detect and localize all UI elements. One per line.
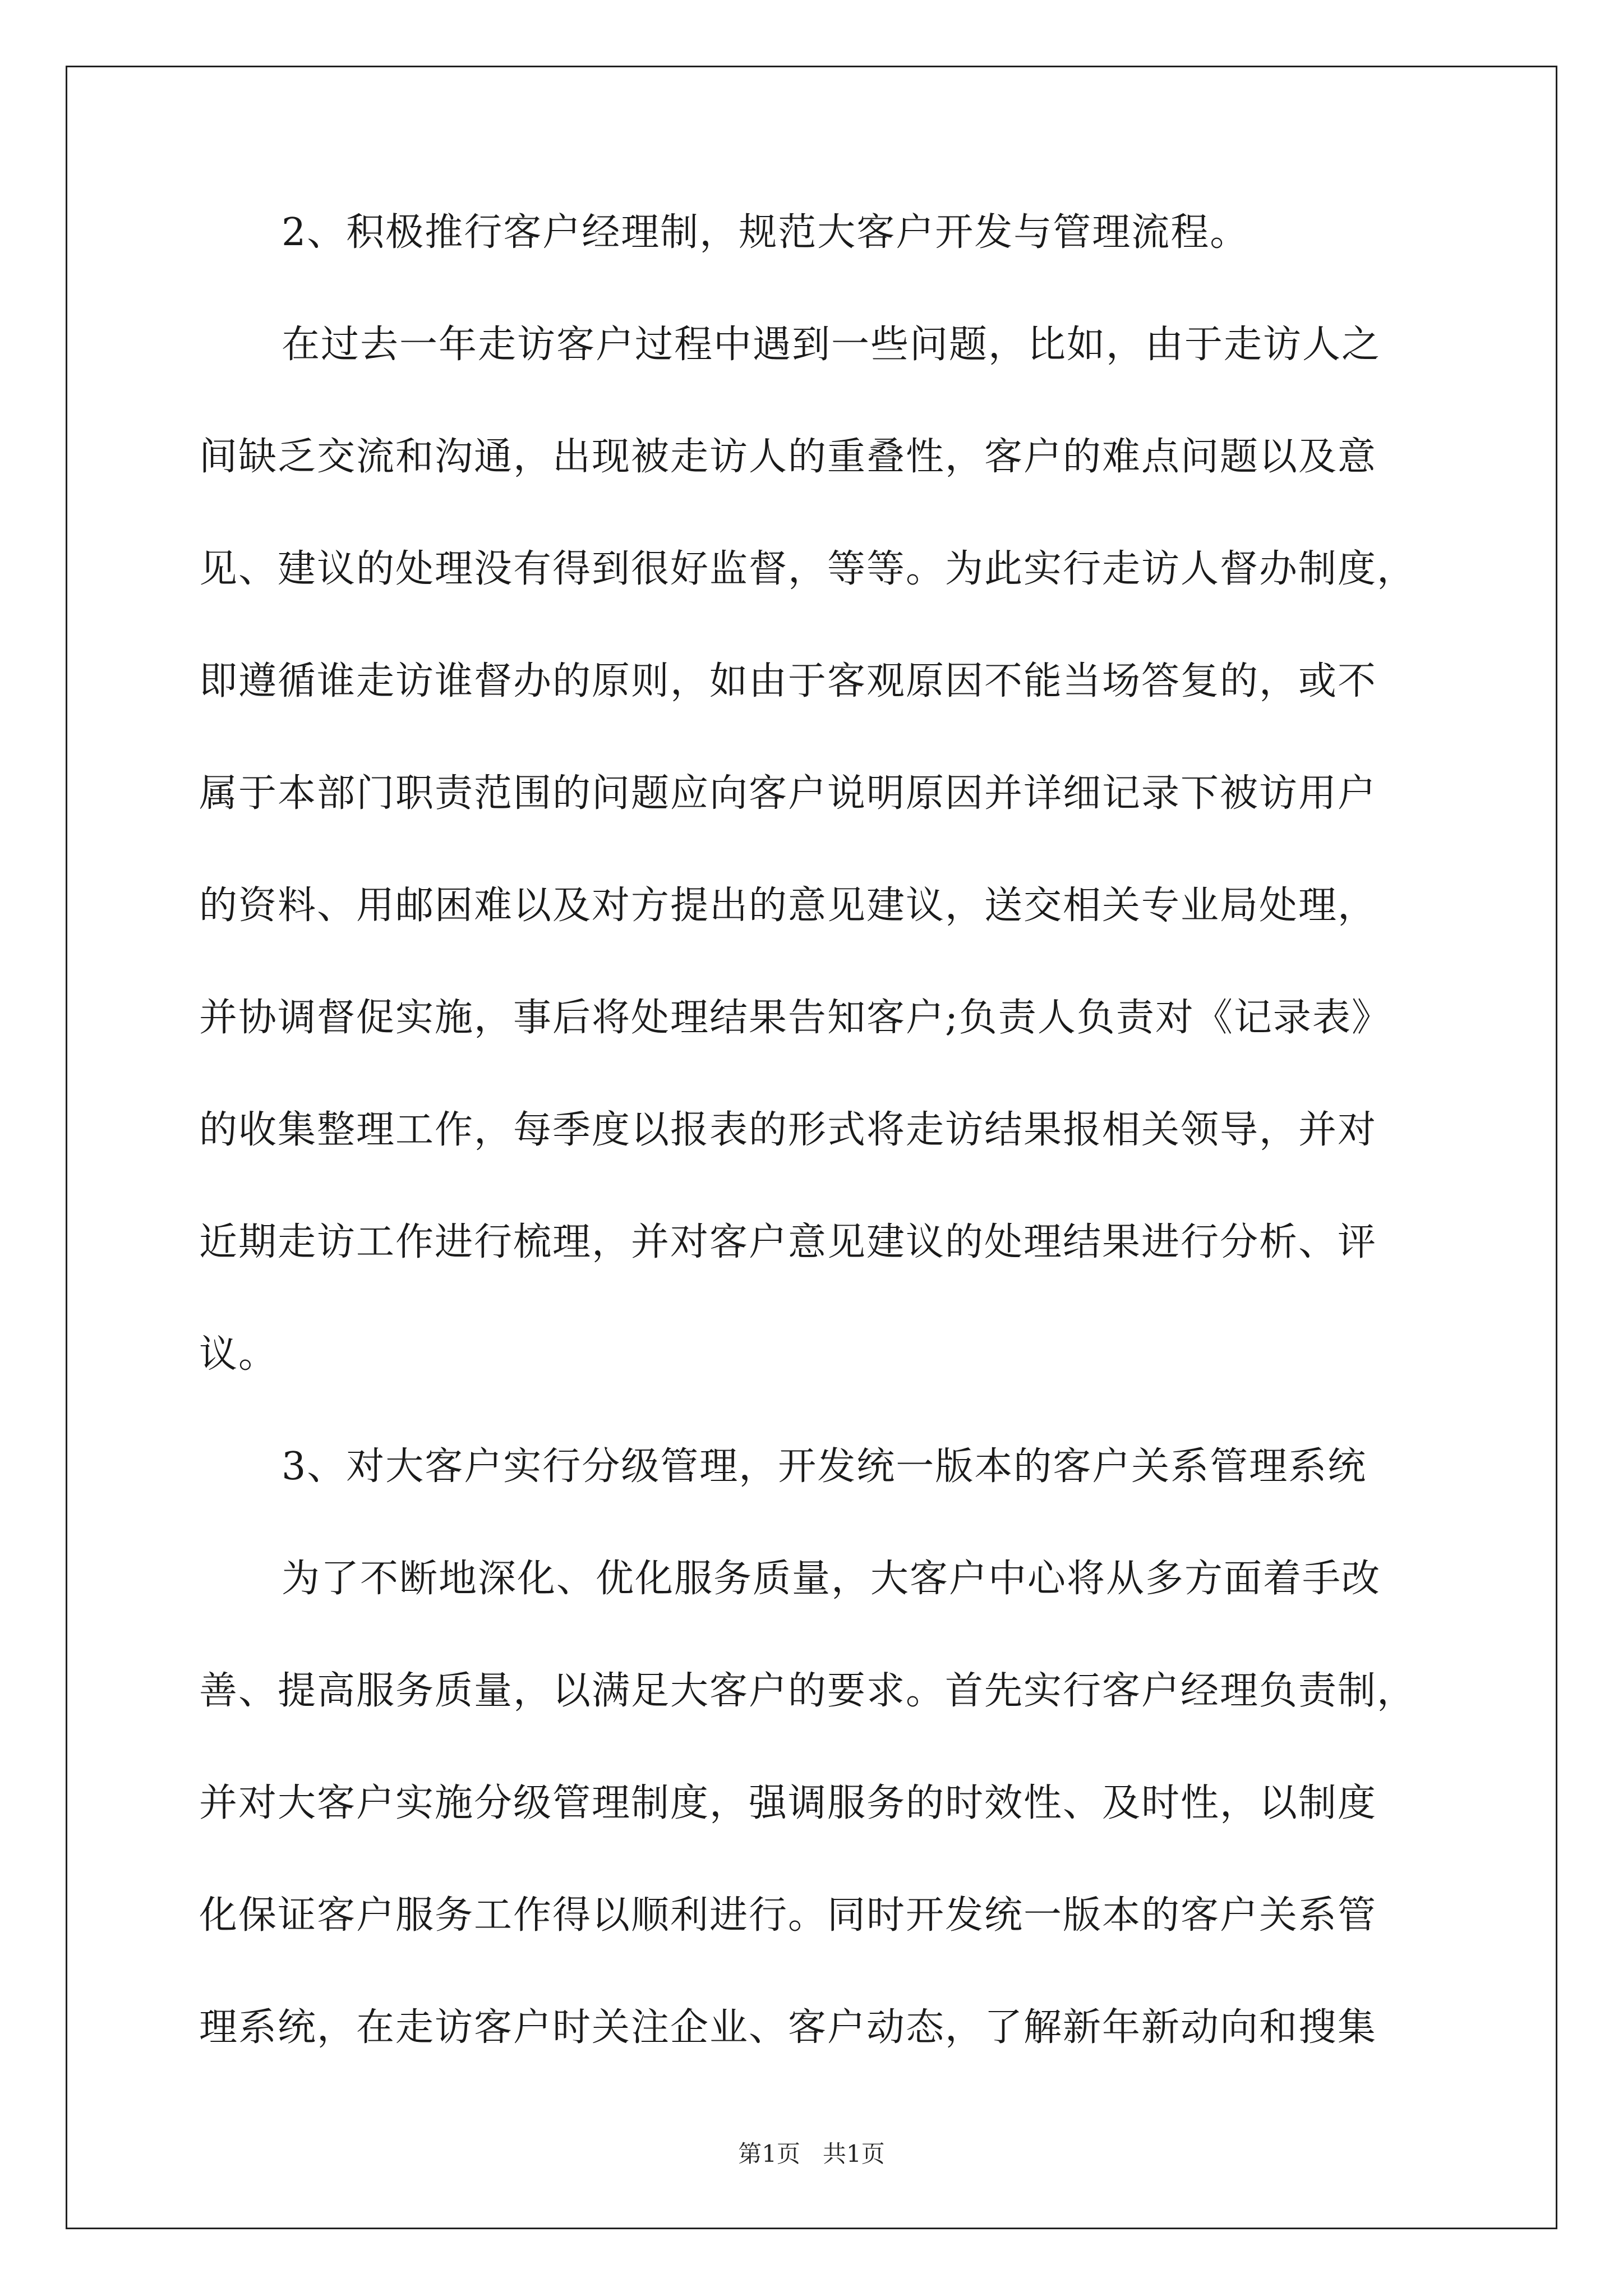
paragraph-line: 近期走访工作进行梳理，并对客户意见建议的处理结果进行分析、评 xyxy=(199,1220,1377,1264)
page-footer xyxy=(0,2137,1623,2171)
section-heading-3: 3、对大客户实行分级管理，开发统一版本的客户关系管理系统 xyxy=(282,1444,1367,1489)
paragraph-line: 在过去一年走访客户过程中遇到一些问题，比如，由于走访人之 xyxy=(282,323,1381,367)
paragraph-line: 即遵循谁走访谁督办的原则，如由于客观原因不能当场答复的，或不 xyxy=(199,659,1377,703)
section-heading-2: 2、积极推行客户经理制，规范大客户开发与管理流程。 xyxy=(282,210,1249,255)
paragraph-line: 的收集整理工作，每季度以报表的形式将走访结果报相关领导，并对 xyxy=(199,1108,1377,1152)
page-number-total: 共1页 xyxy=(823,2140,885,2168)
paragraph-line: 理系统，在走访客户时关注企业、客户动态，了解新年新动向和搜集 xyxy=(199,2005,1377,2050)
paragraph-line: 属于本部门职责范围的问题应向客户说明原因并详细记录下被访用户 xyxy=(199,771,1377,816)
document-body xyxy=(199,205,1433,2112)
paragraph-line: 议。 xyxy=(199,1332,278,1377)
page-number-current: 第1页 xyxy=(738,2140,800,2168)
paragraph-line: 善、提高服务质量，以满足大客户的要求。首先实行客户经理负责制， xyxy=(199,1669,1417,1713)
paragraph-line: 并协调督促实施，事后将处理结果告知客户;负责人负责对《记录表》 xyxy=(199,996,1391,1040)
paragraph-line: 并对大客户实施分级管理制度，强调服务的时效性、及时性，以制度 xyxy=(199,1781,1377,1825)
paragraph-line: 见、建议的处理没有得到很好监督，等等。为此实行走访人督办制度， xyxy=(199,547,1417,591)
paragraph-line: 化保证客户服务工作得以顺利进行。同时开发统一版本的客户关系管 xyxy=(199,1893,1377,1938)
paragraph-line: 的资料、用邮困难以及对方提出的意见建议，送交相关专业局处理， xyxy=(199,884,1377,928)
paragraph-line: 间缺乏交流和沟通，出现被走访人的重叠性，客户的难点问题以及意 xyxy=(199,435,1377,479)
paragraph-line: 为了不断地深化、优化服务质量，大客户中心将从多方面着手改 xyxy=(282,1557,1381,1601)
